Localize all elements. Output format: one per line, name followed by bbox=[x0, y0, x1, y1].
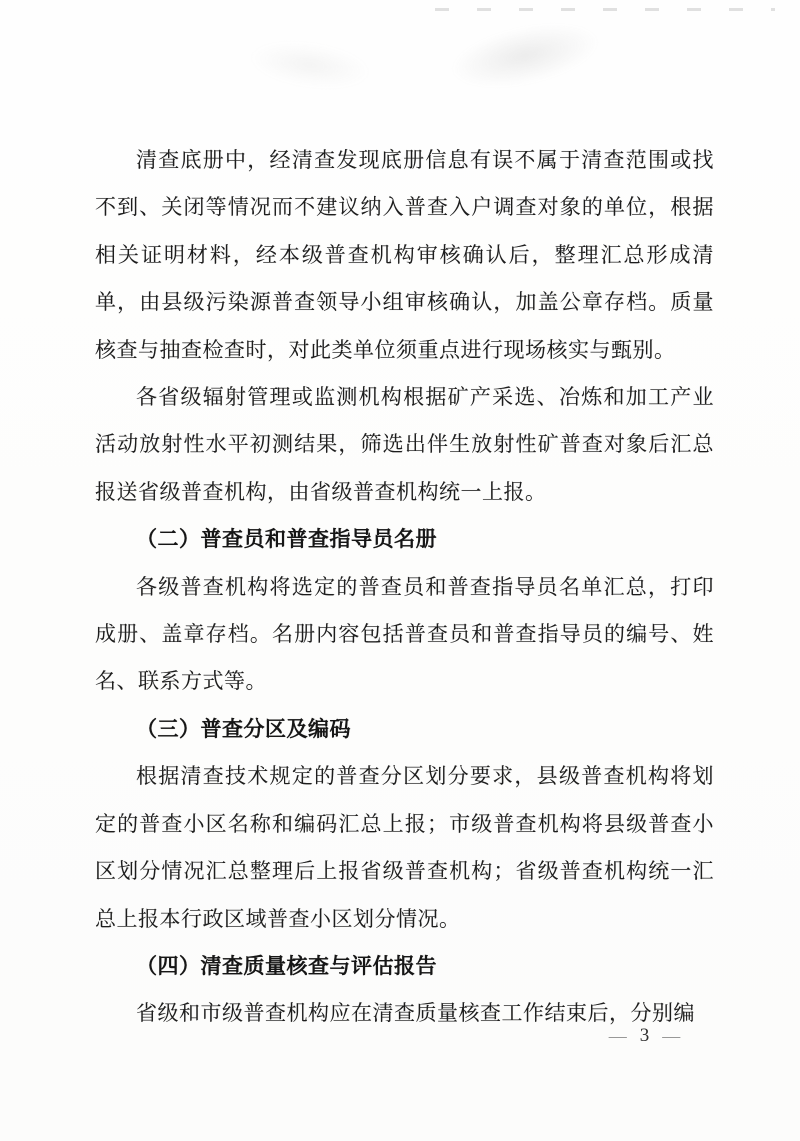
heading-line: （二）普查员和普查指导员名册 bbox=[136, 527, 437, 552]
text-line: 成册、盖章存档。名册内容包括普查员和普查指导员的编号、姓 bbox=[95, 622, 714, 647]
heading-line: （三）普查分区及编码 bbox=[136, 716, 351, 741]
page-number-right-dash: — bbox=[662, 1026, 681, 1046]
page-number-left-dash: — bbox=[608, 1026, 627, 1046]
page-number bbox=[592, 1023, 697, 1049]
paragraph bbox=[95, 374, 714, 516]
section-heading bbox=[95, 516, 714, 563]
text-line: 核查与抽查检查时，对此类单位须重点进行现场核实与甄别。 bbox=[95, 337, 676, 362]
scan-artifact-smudge bbox=[248, 37, 372, 93]
section-heading bbox=[95, 943, 714, 990]
text-line: 根据清查技术规定的普查分区划分要求，县级普查机构将划 bbox=[136, 764, 714, 789]
scan-artifact-dashed-line bbox=[435, 8, 775, 11]
text-line: 定的普查小区名称和编码汇总上报；市级普查机构将县级普查小 bbox=[95, 811, 714, 836]
text-line: 省级和市级普查机构应在清查质量核查工作结束后，分别编 bbox=[136, 1001, 695, 1026]
text-line: 区划分情况汇总整理后上报省级普查机构；省级普查机构统一汇 bbox=[95, 859, 714, 884]
paragraph bbox=[95, 564, 714, 706]
text-line: 总上报本行政区域普查小区划分情况。 bbox=[95, 906, 461, 931]
text-line: 单，由县级污染源普查领导小组审核确认，加盖公章存档。质量 bbox=[95, 290, 714, 315]
text-line: 名、联系方式等。 bbox=[95, 669, 267, 694]
text-line: 各省级辐射管理或监测机构根据矿产采选、冶炼和加工产业 bbox=[136, 385, 714, 410]
text-line: 不到、关闭等情况而不建议纳入普查入户调查对象的单位，根据 bbox=[95, 195, 714, 220]
heading-line: （四）清查质量核查与评估报告 bbox=[136, 953, 437, 978]
text-line: 清查底册中，经清查发现底册信息有误不属于清查范围或找 bbox=[136, 148, 714, 172]
paragraph bbox=[95, 137, 714, 374]
text-line: 活动放射性水平初测结果，筛选出伴生放射性矿普查对象后汇总 bbox=[95, 432, 714, 457]
paragraph bbox=[95, 753, 714, 943]
text-line: 报送省级普查机构，由省级普查机构统一上报。 bbox=[95, 479, 547, 504]
text-line: 各级普查机构将选定的普查员和普查指导员名单汇总，打印 bbox=[136, 574, 714, 599]
section-heading bbox=[95, 706, 714, 753]
text-line: 相关证明材料，经本级普查机构审核确认后，整理汇总形成清 bbox=[95, 242, 714, 267]
document-body bbox=[95, 137, 714, 1038]
page-number-value: 3 bbox=[639, 1025, 650, 1046]
scan-artifact-smudge bbox=[446, 13, 604, 98]
